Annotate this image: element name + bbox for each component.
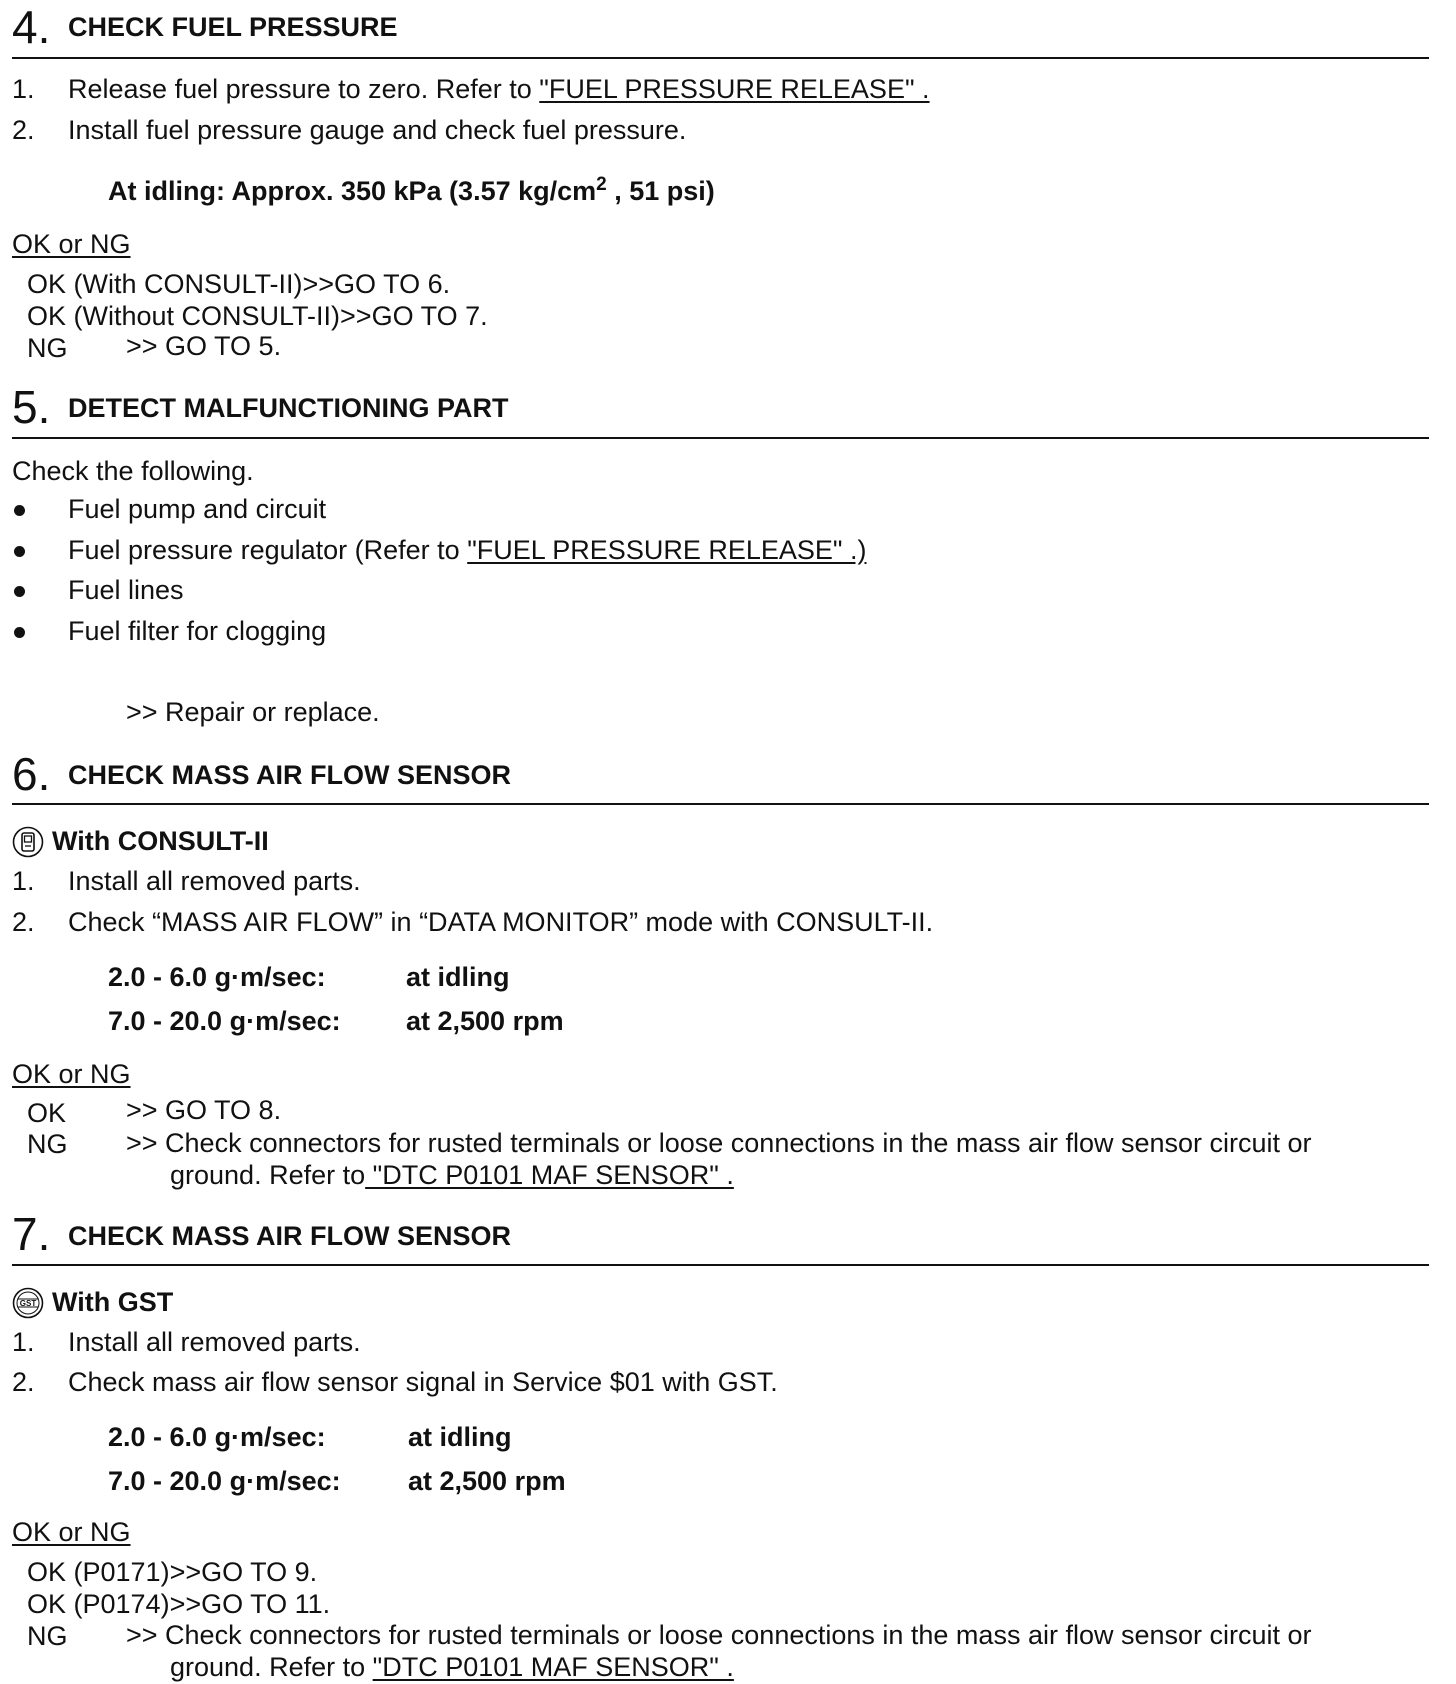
bullet-icon xyxy=(14,627,25,638)
fuel-pressure-release-link[interactable]: "FUEL PRESSURE RELEASE" .) xyxy=(467,535,867,565)
spec-superscript: 2 xyxy=(596,174,607,195)
step-text: Install fuel pressure gauge and check fuel pressure. xyxy=(68,115,687,145)
result-ng-text: ground. Refer to xyxy=(170,1652,366,1682)
dtc-p0101-maf-sensor-link[interactable]: "DTC P0101 MAF SENSOR" . xyxy=(365,1160,734,1190)
spec-condition: at idling xyxy=(408,1422,512,1452)
step-number: 6. xyxy=(12,748,51,800)
section-divider xyxy=(12,1264,1429,1266)
result-ng-continued xyxy=(170,1652,734,1683)
list-item: Fuel pump and circuit xyxy=(68,494,327,524)
list-item xyxy=(68,535,866,566)
result-ok: OK (P0174)>>GO TO 11. xyxy=(27,1589,331,1619)
spec-tail: , 51 psi) xyxy=(606,176,715,206)
section-title: CHECK MASS AIR FLOW SENSOR xyxy=(68,760,512,790)
step-text: Check mass air flow sensor signal in Service $01 with GST. xyxy=(68,1367,778,1397)
step-text xyxy=(68,74,930,105)
step-number: 5. xyxy=(12,381,51,433)
ok-or-ng-heading: OK or NG xyxy=(12,229,131,259)
result-ok: OK (P0171)>>GO TO 9. xyxy=(27,1557,318,1587)
list-number: 1. xyxy=(12,866,35,896)
result-ng-label: NG xyxy=(27,1129,68,1159)
list-item: Fuel lines xyxy=(68,575,184,605)
ok-or-ng-heading: OK or NG xyxy=(12,1517,131,1547)
fuel-pressure-release-link[interactable]: "FUEL PRESSURE RELEASE" . xyxy=(539,74,930,104)
step-text: Install all removed parts. xyxy=(68,866,361,896)
list-item-text: Fuel pressure regulator (Refer to xyxy=(68,535,460,565)
list-number: 2. xyxy=(12,907,35,937)
step-number: 7. xyxy=(12,1208,51,1260)
ok-or-ng-heading: OK or NG xyxy=(12,1059,131,1089)
spec-condition: at 2,500 rpm xyxy=(406,1006,564,1036)
action-text: >> Repair or replace. xyxy=(126,697,380,727)
list-number: 2. xyxy=(12,1367,35,1397)
result-ng: >> Check connectors for rusted terminals or loose connections in the mass air flow sensor circuit or xyxy=(126,1128,1312,1158)
list-item: Fuel filter for clogging xyxy=(68,616,327,646)
intro-text: Check the following. xyxy=(12,456,254,486)
bullet-icon xyxy=(14,586,25,597)
list-number: 1. xyxy=(12,74,35,104)
spec-condition: at 2,500 rpm xyxy=(408,1466,566,1496)
result-ng: >> GO TO 5. xyxy=(126,331,282,361)
section-divider xyxy=(12,803,1429,805)
gst-icon xyxy=(12,1287,44,1319)
spec-value: 2.0 - 6.0 g·m/sec: xyxy=(108,1422,326,1452)
section-title: CHECK FUEL PRESSURE xyxy=(68,12,398,42)
result-ok: OK (With CONSULT-II)>>GO TO 6. xyxy=(27,269,451,299)
mode-title: With CONSULT-II xyxy=(52,826,269,856)
section-divider xyxy=(12,57,1429,59)
bullet-icon xyxy=(14,546,25,557)
spec-condition: at idling xyxy=(406,962,510,992)
list-number: 1. xyxy=(12,1327,35,1357)
result-ok: OK (Without CONSULT-II)>>GO TO 7. xyxy=(27,301,488,331)
spec-value: 2.0 - 6.0 g·m/sec: xyxy=(108,962,326,992)
spec-value xyxy=(108,176,715,207)
result-ng-continued xyxy=(170,1160,734,1191)
bullet-icon xyxy=(14,505,25,516)
section-divider xyxy=(12,437,1429,439)
mode-title: With GST xyxy=(52,1287,174,1317)
section-title: CHECK MASS AIR FLOW SENSOR xyxy=(68,1221,512,1251)
result-ok-label: OK xyxy=(27,1098,67,1128)
result-ng-label: NG xyxy=(27,1621,68,1651)
spec-value: 7.0 - 20.0 g·m/sec: xyxy=(108,1006,341,1036)
result-ng: >> Check connectors for rusted terminals or loose connections in the mass air flow sensor circuit or xyxy=(126,1620,1312,1650)
step-text: Check “MASS AIR FLOW” in “DATA MONITOR” mode with CONSULT-II. xyxy=(68,907,934,937)
spec-value: 7.0 - 20.0 g·m/sec: xyxy=(108,1466,341,1496)
list-number: 2. xyxy=(12,115,35,145)
consult-ii-icon xyxy=(12,826,44,858)
dtc-p0101-maf-sensor-link[interactable]: "DTC P0101 MAF SENSOR" . xyxy=(372,1652,734,1682)
step-number: 4. xyxy=(12,1,51,53)
section-title: DETECT MALFUNCTIONING PART xyxy=(68,393,509,423)
gst-icon-label: GST xyxy=(19,1299,37,1308)
step-text: Install all removed parts. xyxy=(68,1327,361,1357)
result-ok: >> GO TO 8. xyxy=(126,1095,282,1125)
spec-main: At idling: Approx. 350 kPa (3.57 kg/cm xyxy=(108,176,597,206)
step-text-plain: Release fuel pressure to zero. Refer to xyxy=(68,74,532,104)
result-ng-text: ground. Refer to xyxy=(170,1160,366,1190)
result-ng-label: NG xyxy=(27,333,68,363)
